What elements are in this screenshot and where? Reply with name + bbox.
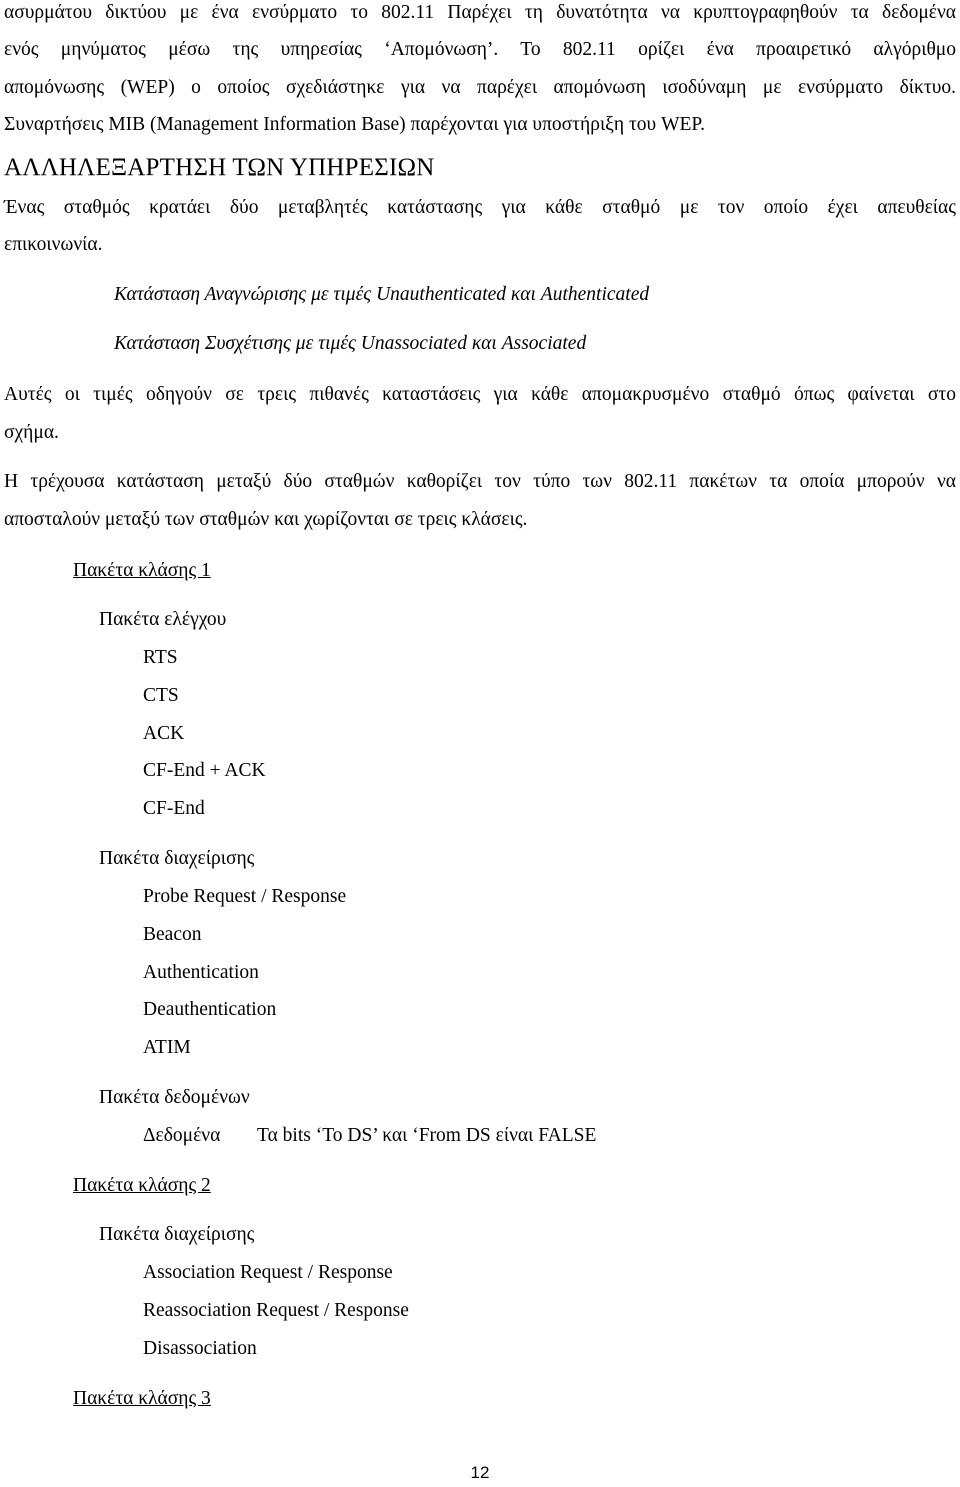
intro-line-4: Συναρτήσεις MIB (Management Information Base) παρέχονται για υποστήριξη του WEP.: [4, 114, 705, 135]
class1-data-item-label: Δεδομένα: [143, 1125, 221, 1146]
class2-management-title: Πακέτα διαχείρισης: [99, 1224, 255, 1245]
class1-control-title: Πακέτα ελέγχου: [99, 609, 227, 630]
class1-control-item: ACK: [143, 723, 185, 744]
class1-management-item: ATIM: [143, 1037, 191, 1058]
class1-management-item: Probe Request / Response: [143, 886, 347, 907]
class1-control-item: CF-End: [143, 798, 205, 819]
class2-management-item: Reassociation Request / Response: [143, 1300, 409, 1321]
intro-line-2: ενός μηνύματος μέσω της υπηρεσίας ‘Απομόνωση’. Το 802.11 ορίζει ένα προαιρετικό αλγόριθμο: [4, 39, 956, 60]
values-line-1: Αυτές οι τιμές οδηγούν σε τρεις πιθανές καταστάσεις για κάθε απομακρυσμένο σταθμό όπως φαίνεται στο: [4, 384, 956, 405]
page-number: 12: [470, 1463, 490, 1482]
station-line-1: Ένας σταθμός κρατάει δύο μεταβλητές κατάστασης για κάθε σταθμό με τον οποίο έχει απευθείας: [4, 197, 956, 218]
class1-control-item: CTS: [143, 685, 179, 706]
class2-management-item: Disassociation: [143, 1338, 257, 1359]
auth-state-line: Κατάσταση Αναγνώρισης με τιμές Unauthenticated και Authenticated: [114, 284, 650, 305]
class1-control-item: RTS: [143, 647, 178, 668]
station-line-2: επικοινωνία.: [4, 234, 103, 255]
class1-control-item: CF-End + ACK: [143, 760, 266, 781]
class1-title: Πακέτα κλάσης 1: [73, 560, 211, 581]
class1-management-item: Beacon: [143, 924, 202, 945]
class1-data-title: Πακέτα δεδομένων: [99, 1087, 250, 1108]
class2-management-item: Association Request / Response: [143, 1262, 393, 1283]
class3-title: Πακέτα κλάσης 3: [73, 1388, 211, 1409]
assoc-state-line: Κατάσταση Συσχέτισης με τιμές Unassociated και Associated: [114, 333, 587, 354]
section-heading: ΑΛΛΗΛΕΞΑΡΤΗΣΗ ΤΩΝ ΥΠΗΡΕΣΙΩΝ: [4, 154, 435, 181]
current-line-1: Η τρέχουσα κατάσταση μεταξύ δύο σταθμών καθορίζει τον τύπο των 802.11 πακέτων τα οποία μπορούν να: [4, 471, 956, 492]
class1-data-item-desc: Τα bits ‘To DS’ και ‘From DS είναι FALSE: [257, 1125, 597, 1146]
intro-line-1: ασυρμάτου δικτύου με ένα ενσύρματο το 802.11 Παρέχει τη δυνατότητα να κρυπτογραφηθούν τα δεδομένα: [4, 2, 956, 23]
class1-management-title: Πακέτα διαχείρισης: [99, 848, 255, 869]
current-line-2: αποσταλούν μεταξύ των σταθμών και χωρίζονται σε τρεις κλάσεις.: [4, 509, 528, 530]
intro-line-3: απομόνωσης (WEP) ο οποίος σχεδιάστηκε για να παρέχει απομόνωση ισοδύναμη με ενσύρματο δίκτυο.: [4, 77, 956, 98]
values-line-2: σχήμα.: [4, 422, 59, 443]
class1-management-item: Deauthentication: [143, 999, 277, 1020]
class1-management-item: Authentication: [143, 962, 259, 983]
class2-title: Πακέτα κλάσης 2: [73, 1175, 211, 1196]
